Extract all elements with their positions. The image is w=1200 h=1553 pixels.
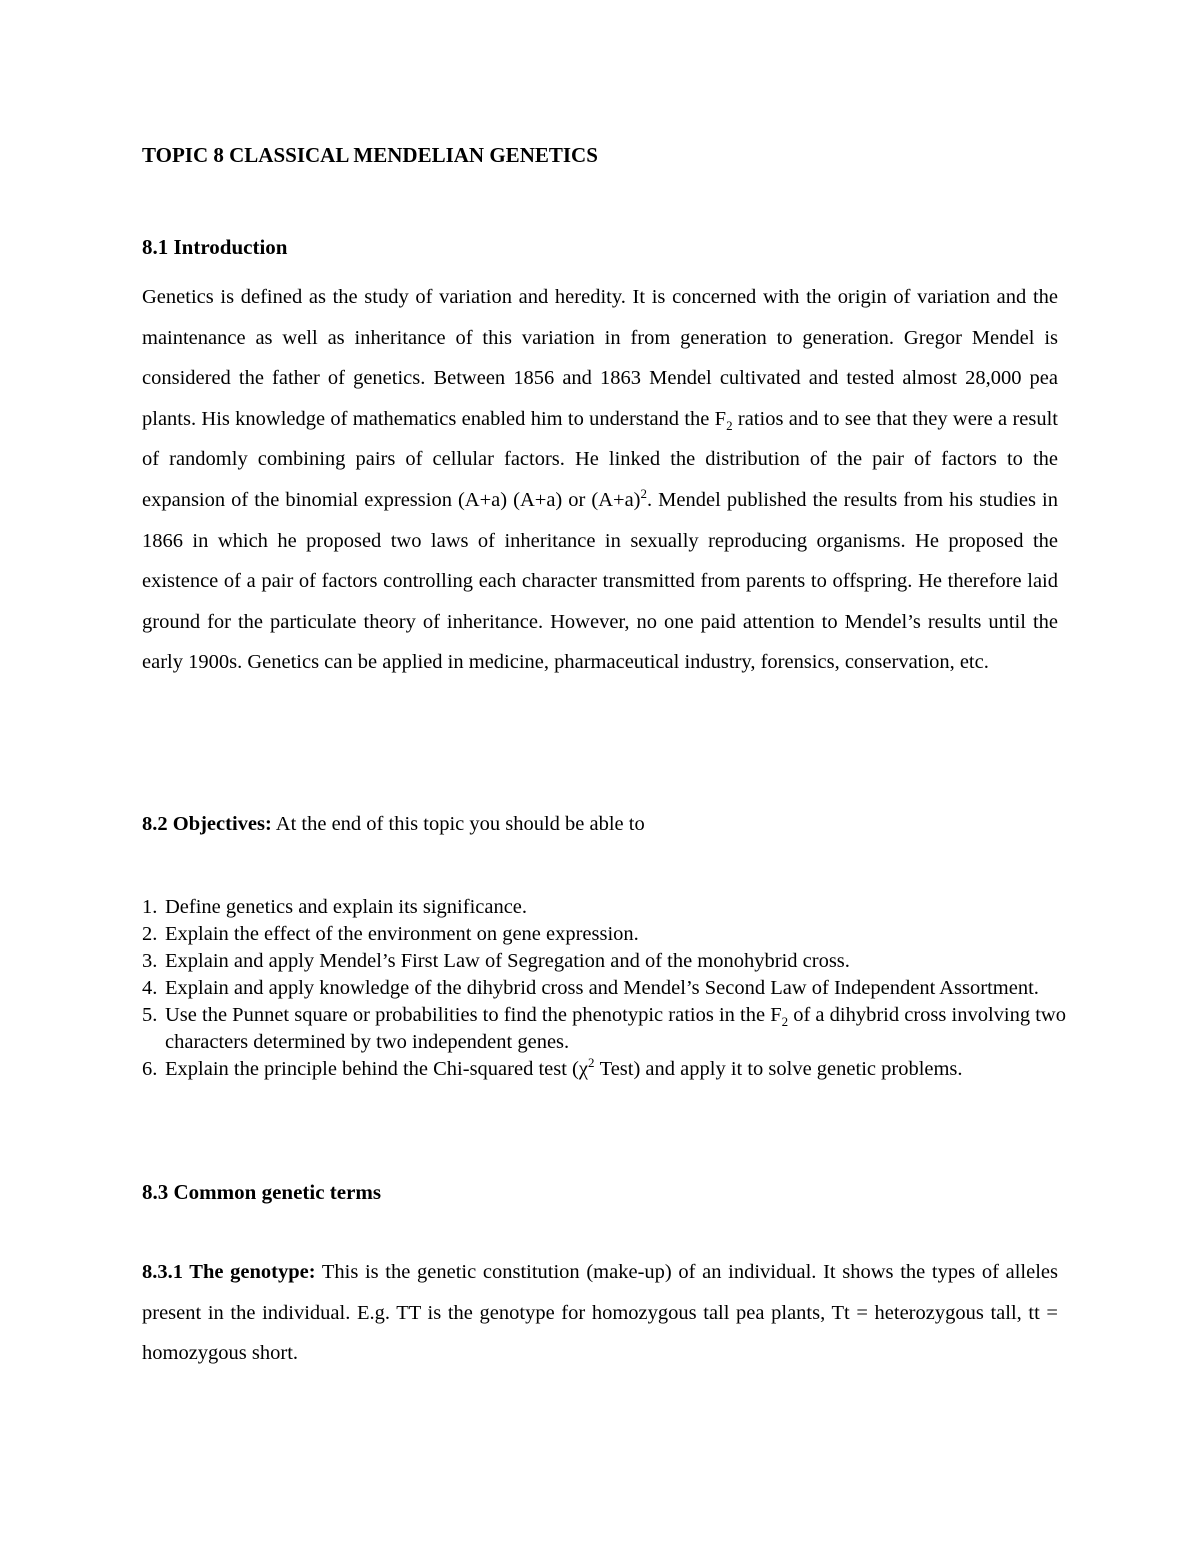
terms-heading: 8.3 Common genetic terms bbox=[142, 1180, 382, 1204]
objective-item bbox=[142, 948, 1082, 975]
intro-superscript: 2 bbox=[640, 486, 648, 502]
genotype-text: This is the genetic constitution (make-up) of an individual. It shows the types of alleles present in the individual. E.g. TT is the genotype for homozygous tall pea plants, Tt = heterozygous tall, tt = homozygous short. bbox=[142, 1261, 1058, 1365]
objective-item bbox=[142, 894, 1082, 921]
objective-number: 1. bbox=[142, 896, 158, 918]
intro-subscript: 2 bbox=[726, 417, 733, 433]
objective-text: Explain and apply knowledge of the dihybrid cross and Mendel’s Second Law of Independent Assortment. bbox=[165, 977, 1039, 999]
intro-text-2: ratios and to see that they were a result of randomly combining pairs of cellular factors. He linked the distribution of the pair of factors to the expansion of the binomial expression (A+a) (A+a) or (A+a) bbox=[142, 407, 1058, 511]
genotype-label: 8.3.1 The genotype: bbox=[142, 1261, 316, 1283]
objective-text: Use the Punnet square or probabilities to find the phenotypic ratios in the F bbox=[165, 1004, 782, 1026]
page-title: TOPIC 8 CLASSICAL MENDELIAN GENETICS bbox=[142, 143, 598, 167]
genotype-paragraph bbox=[142, 1252, 1058, 1374]
objective-text-cont: of a dihybrid cross involving two characters determined by two independent genes. bbox=[165, 1004, 1066, 1053]
objective-text: Explain the principle behind the Chi-squared test (χ bbox=[165, 1058, 588, 1080]
objective-text: Define genetics and explain its significance. bbox=[165, 896, 528, 918]
objective-number: 5. bbox=[142, 1004, 158, 1026]
objective-subscript: 2 bbox=[781, 1014, 789, 1030]
objective-item bbox=[142, 1002, 1082, 1056]
objective-number: 3. bbox=[142, 950, 158, 972]
objective-superscript: 2 bbox=[587, 1055, 595, 1071]
objectives-lead: At the end of this topic you should be able to bbox=[271, 813, 645, 835]
intro-text-3: . Mendel published the results from his studies in 1866 in which he proposed two laws of inheritance in sexually reproducing organisms. He proposed the existence of a pair of factors controlling each character transmitted from parents to offspring. He therefore laid ground for the particulate theory of inheritance. However, no one paid attention to Mendel’s results until the early 1900s. Genetics can be applied in medicine, pharmaceutical industry, forensics, conservation, etc. bbox=[142, 488, 1058, 674]
intro-text-1: Genetics is defined as the study of variation and heredity. It is concerned with the origin of variation and the maintenance as well as inheritance of this variation in from generation to generation. Gregor Mendel is considered the father of genetics. Between 1856 and 1863 Mendel cultivated and tested almost 28,000 pea plants. His knowledge of mathematics enabled him to understand the F bbox=[142, 286, 1058, 430]
objective-item bbox=[142, 975, 1082, 1002]
objective-number: 2. bbox=[142, 923, 158, 945]
objectives-list bbox=[142, 894, 1082, 1083]
objectives-heading: 8.2 Objectives: bbox=[142, 813, 272, 835]
objective-item bbox=[142, 921, 1082, 948]
objective-number: 6. bbox=[142, 1058, 158, 1080]
objective-text: Explain and apply Mendel’s First Law of Segregation and of the monohybrid cross. bbox=[165, 950, 850, 972]
objective-text: Explain the effect of the environment on gene expression. bbox=[165, 923, 639, 945]
objective-text-cont: Test) and apply it to solve genetic problems. bbox=[594, 1058, 963, 1080]
objective-number: 4. bbox=[142, 977, 158, 999]
intro-heading: 8.1 Introduction bbox=[142, 235, 288, 259]
intro-paragraph bbox=[142, 277, 1058, 683]
objective-item bbox=[142, 1056, 1082, 1083]
objectives-heading-line bbox=[142, 813, 645, 836]
